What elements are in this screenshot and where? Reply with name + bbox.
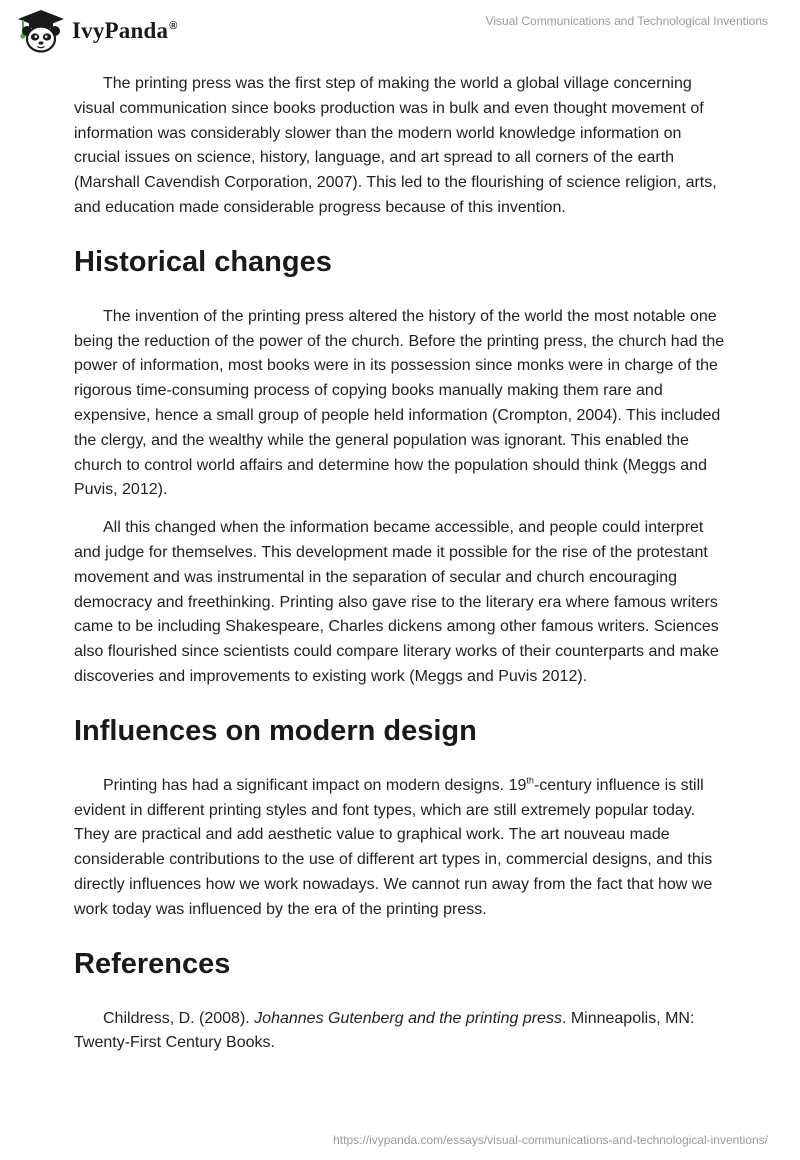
footer-url[interactable]: https://ivypanda.com/essays/visual-communications-and-technological-inventions/ bbox=[333, 1133, 768, 1147]
paragraph-influences-part2: -century influence is still evident in different printing styles and font types, which are still extremely popular today. They are practical and add aesthetic value to graphical work. The art nouveau made considerable contributions to the use of different art types in, commercial designs, and this directly influences how we work nowadays. We cannot run away from the fact that how we work today was influenced by the era of the printing press. bbox=[74, 776, 713, 918]
heading-references: References bbox=[74, 947, 231, 980]
heading-historical-changes: Historical changes bbox=[74, 245, 332, 278]
paragraph-intro: The printing press was the first step of making the world a global village concerning visual communication since books production was in bulk and even thought movement of information was considerably slower than the modern world knowledge information on crucial issues on science, history, language, and art spread to all corners of the earth (Marshall Cavendish Corporation, 2007). This led to the flourishing of science religion, arts, and education made considerable progress because of this invention. bbox=[74, 75, 717, 216]
brand-name-text: IvyPanda bbox=[72, 18, 169, 43]
reference-entry bbox=[74, 1007, 726, 1057]
essay-content bbox=[74, 72, 726, 1069]
paragraph-influences-part1: Printing has had a significant impact on modern designs. 19 bbox=[103, 776, 527, 794]
page-header bbox=[0, 0, 800, 60]
ordinal-suffix: th bbox=[526, 775, 534, 786]
paragraph-historical-1: The invention of the printing press altered the history of the world the most notable one being the reduction of the power of the church. Before the printing press, the church had the power of information, most books were in its possession since monks were in charge of the rigorous time-consuming process of copying books manually making them rare and expensive, hence a small group of people held information (Crompton, 2004). This included the clergy, and the wealthy while the general population was ignorant. This enabled the church to control world affairs and determine how the population should think (Meggs and Puvis, 2012). bbox=[74, 307, 725, 499]
reference-author: Childress, D. (2008). bbox=[103, 1009, 255, 1027]
heading-influences-modern-design: Influences on modern design bbox=[74, 714, 477, 747]
panda-graduate-icon bbox=[14, 8, 68, 54]
paragraph-influences bbox=[74, 774, 726, 923]
paragraph-historical-2: All this changed when the information became accessible, and people could interpret and judge for themselves. This development made it possible for the rise of the protestant movement and was instrumental in the separation of secular and church encouraging democracy and freethinking. Printing also gave rise to the literary era where famous writers came to be including Shakespeare, Charles dickens among other famous writers. Sciences also flourished since scientists could compare literary works of their counterparts and make discoveries and improvements to existing work (Meggs and Puvis 2012). bbox=[74, 519, 719, 685]
document-title: Visual Communications and Technological Inventions bbox=[485, 14, 768, 28]
reference-title: Johannes Gutenberg and the printing press bbox=[254, 1009, 562, 1027]
brand-logo[interactable] bbox=[14, 8, 178, 54]
brand-name bbox=[72, 18, 178, 44]
registered-mark: ® bbox=[169, 20, 178, 33]
reference-publisher: . Minneapolis, MN: Twenty-First Century Books. bbox=[74, 1009, 695, 1052]
